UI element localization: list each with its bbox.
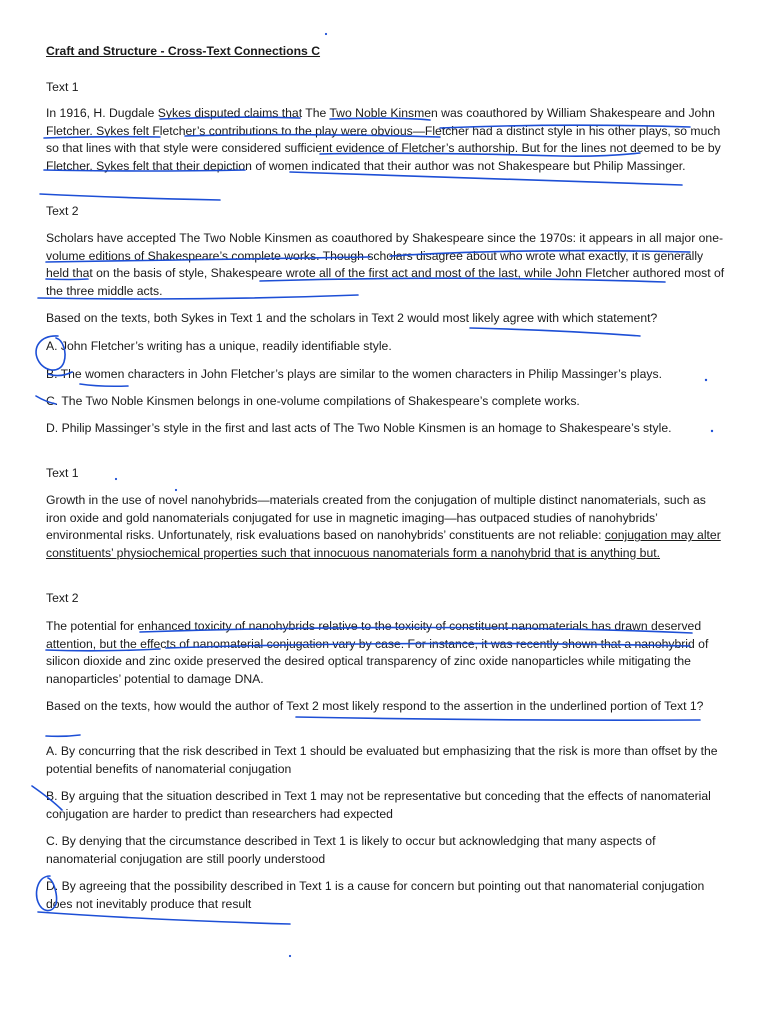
q2-choice-a: A. By concurring that the risk described in Text 1 should be evaluated but emphasizing that the risk is more than offset by the potential benefits of nanomaterial conjugation (46, 744, 718, 776)
q1-question: Based on the texts, both Sykes in Text 1 and the scholars in Text 2 would most likely agree with which statement? (46, 311, 658, 325)
q2-text2-label: Text 2 (46, 591, 79, 605)
q2-choice-b: B. By arguing that the situation described in Text 1 may not be representative but conceding that the effects of nanomaterial conjugation are harder to predict than researchers had expected (46, 789, 711, 821)
q2-text1-underlined-portion: conjugation may alter constituents’ physiochemical properties such that innocuous nanomaterials form a nanohybrid that is anything but. (46, 528, 721, 560)
q1-choice-d: D. Philip Massinger’s style in the first and last acts of The Two Noble Kinsmen is an homage to Shakespeare’s style. (46, 421, 672, 435)
q2-text1-label: Text 1 (46, 466, 79, 480)
q1-choice-b: B. The women characters in John Fletcher’s plays are similar to the women characters in Philip Massinger’s plays. (46, 367, 662, 381)
q2-choice-c: C. By denying that the circumstance described in Text 1 is likely to occur but acknowledging that many aspects of nanomaterial conjugation are still poorly understood (46, 834, 656, 866)
ink-underline (80, 384, 128, 386)
q2-text1-plain: Growth in the use of novel nanohybrids—materials created from the conjugation of multiple distinct nanomaterials, such as iron oxide and gold nanomaterials conjugated for use in magnetic imaging—has outpaced studies of nanohybrids’ environmental risks. Unfortunately, risk evaluations based on nanohybrids’ constituents are not reliable: (46, 493, 706, 543)
ink-underline (38, 912, 290, 924)
q1-text2-passage: Scholars have accepted The Two Noble Kinsmen as coauthored by Shakespeare since the 1970s: it appears in all major one-volume editions of Shakespeare’s complete works. Though scholars disagree about who wrote what exactly, it is generally held that on the basis of style, Shakespeare wrote all of the first act and most of the last, while John Fletcher authored most of the three middle acts. (46, 231, 725, 298)
ink-underline (470, 328, 640, 336)
document-title: Craft and Structure - Cross-Text Connections C (46, 44, 321, 58)
q1-choice-a: A. John Fletcher’s writing has a unique, readily identifiable style. (46, 339, 392, 353)
q2-question: Based on the texts, how would the author of Text 2 most likely respond to the assertion in the underlined portion of Text 1? (46, 699, 704, 713)
q1-text2-label: Text 2 (46, 204, 79, 218)
ink-underline (296, 717, 700, 720)
q1-text1-label: Text 1 (46, 80, 79, 94)
q2-choice-d: D. By agreeing that the possibility described in Text 1 is a cause for concern but pointing out that nanomaterial conjugation does not inevitably produce that result (46, 879, 705, 911)
q2-text1-passage (46, 492, 726, 562)
ink-underline (40, 194, 220, 200)
q1-choice-c: C. The Two Noble Kinsmen belongs in one-volume compilations of Shakespeare’s complete works. (46, 394, 580, 408)
ink-underline (46, 735, 80, 736)
q1-text1-passage: In 1916, H. Dugdale Sykes disputed claims that The Two Noble Kinsmen was coauthored by William Shakespeare and John Fletcher. Sykes felt Fletcher’s contributions to the play were obvious—Fletcher had a distinct style in his other plays, so much so that lines with that style were considered sufficient evidence of Fletcher’s authorship. But for the lines not deemed to be by Fletcher, Sykes felt that their depiction of women indicated that their author was not Shakespeare but Philip Massinger. (46, 106, 721, 173)
q2-text2-passage: The potential for enhanced toxicity of nanohybrids relative to the toxicity of constituent nanomaterials has drawn deserved attention, but the effects of nanomaterial conjugation vary by case. For instance, it was recently shown that a nanohybrid of silicon dioxide and zinc oxide preserved the desired optical transparency of zinc oxide nanoparticles while mitigating the nanoparticles’ potential to damage DNA. (46, 619, 709, 686)
